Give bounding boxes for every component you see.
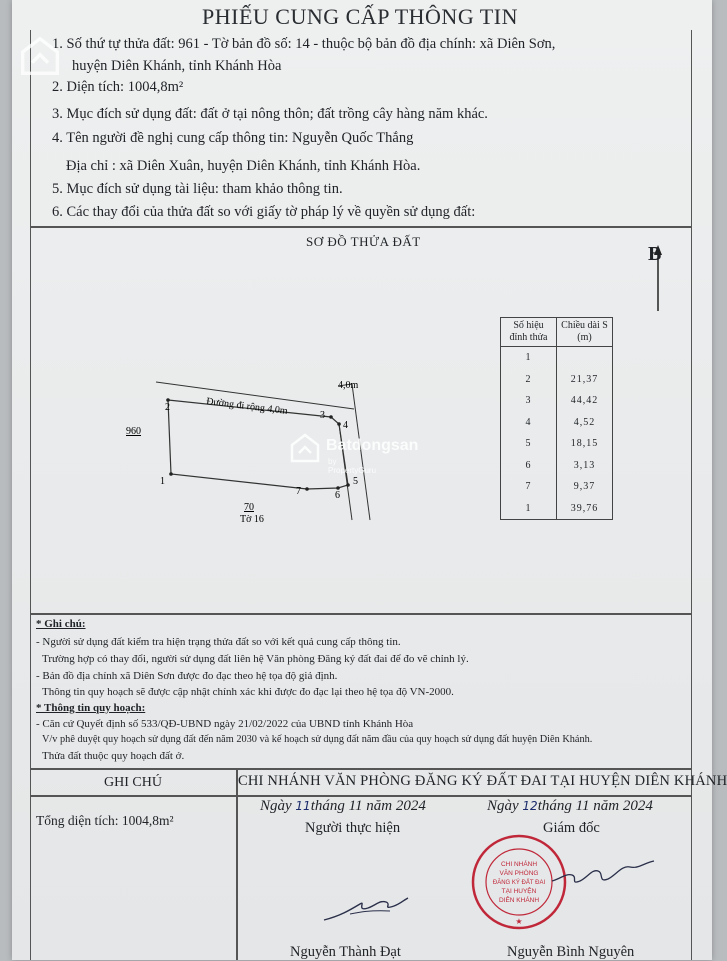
date-right-day: 12 — [522, 799, 538, 813]
info-line-6: 6. Các thay đổi của thửa đất so với giấy tờ pháp lý về quyền sử dụng đất: — [52, 204, 476, 220]
info-line-5: 5. Mục đích sử dụng tài liệu: tham khảo thông tin. — [52, 181, 343, 197]
document-title: PHIẾU CUNG CẤP THÔNG TIN — [202, 4, 518, 29]
road-label: Đường đi rộng 4,0m — [205, 396, 289, 417]
footer-header-line — [30, 795, 692, 797]
row-length: 21,37 — [557, 369, 613, 391]
vertex-5-label: 5 — [353, 476, 358, 487]
footer-branch: CHI NHÁNH VĂN PHÒNG ĐĂNG KÝ ĐẤT ĐAI TẠI HUYỆN DIÊN KHÁNH — [238, 773, 727, 789]
name-right: Nguyễn Bình Nguyên — [507, 944, 635, 960]
row-point: 6 — [501, 455, 557, 477]
planning-1: - Căn cứ Quyết định số 533/QĐ-UBND ngày 21/02/2022 của UBND tỉnh Khánh Hòa — [36, 718, 414, 730]
role-left: Người thực hiện — [305, 820, 401, 836]
info-line-3: 3. Mục đích sử dụng đất: đất ở tại nông thôn; đất trồng cây hàng năm khác. — [52, 106, 488, 122]
table-row — [501, 390, 613, 412]
date-left — [260, 798, 426, 815]
info-line-4b: Địa chỉ : xã Diên Xuân, huyện Diên Khánh, tỉnh Khánh Hòa. — [66, 158, 421, 174]
signature-right — [548, 855, 658, 895]
diagram-title: SƠ ĐỒ THỬA ĐẤT — [306, 234, 421, 249]
date-left-pre: Ngày — [260, 798, 296, 814]
row-length: 44,42 — [557, 390, 613, 412]
vertex-3-dot — [329, 415, 333, 419]
svg-text:TẠI HUYỆN: TẠI HUYỆN — [501, 888, 537, 895]
note-3: - Bản đồ địa chính xã Diên Sơn được đo đạc theo hệ tọa độ giả định. — [36, 670, 338, 682]
footer-ghi-chu: GHI CHÚ — [104, 775, 162, 790]
row-length — [557, 347, 613, 369]
batdongsan-corner-logo-icon — [20, 36, 60, 76]
info-line-1b: huyện Diên Khánh, tỉnh Khánh Hòa — [72, 58, 282, 74]
role-right: Giám đốc — [543, 820, 600, 836]
row-length: 4,52 — [557, 412, 613, 434]
table-header-length: Chiều dài S (m) — [557, 318, 613, 347]
vertex-7-label: 7 — [296, 486, 301, 497]
date-left-post: tháng 11 năm 2024 — [310, 798, 426, 814]
row-point: 2 — [501, 369, 557, 391]
table-row — [501, 347, 613, 369]
date-left-day: 11 — [295, 799, 311, 813]
section-divider — [30, 226, 692, 228]
diagram-divider — [30, 613, 692, 615]
vertex-3-label: 3 — [320, 410, 325, 421]
vertex-6-label: 6 — [335, 490, 340, 501]
svg-text:CHI NHÁNH: CHI NHÁNH — [500, 861, 538, 868]
planning-2: V/v phê duyệt quy hoạch sử dụng đất đến năm 2030 và kế hoạch sử dụng đất năm đầu của quy hoạch sử dụng đất huyện Diên Khánh. — [42, 734, 593, 745]
table-row — [501, 412, 613, 434]
batdongsan-logo-icon — [290, 433, 320, 463]
date-right-post: tháng 11 năm 2024 — [537, 798, 653, 814]
footer-top-line — [30, 768, 692, 770]
vertex-4-label: 4 — [343, 420, 348, 431]
info-line-1: 1. Số thứ tự thửa đất: 961 - Tờ bản đồ số: 14 - thuộc bộ bản đồ địa chính: xã Diên Sơn, — [52, 36, 556, 52]
info-line-4: 4. Tên người đề nghị cung cấp thông tin: Nguyễn Quốc Thắng — [52, 130, 414, 146]
road-width-label: 4,0m — [338, 380, 359, 391]
name-left: Nguyễn Thành Đạt — [290, 944, 401, 960]
table-row — [501, 369, 613, 391]
svg-text:DIÊN KHÁNH: DIÊN KHÁNH — [498, 897, 540, 904]
date-right-pre: Ngày — [487, 798, 523, 814]
vertex-2-label: 2 — [165, 402, 170, 413]
row-length: 39,76 — [557, 498, 613, 520]
row-length: 9,37 — [557, 476, 613, 498]
svg-text:ĐĂNG KÝ ĐẤT ĐAI: ĐĂNG KÝ ĐẤT ĐAI — [492, 880, 546, 886]
signature-left — [320, 890, 410, 926]
table-row — [501, 433, 613, 455]
planning-title: * Thông tin quy hoạch: — [36, 702, 146, 714]
table-row — [501, 476, 613, 498]
note-2: Trường hợp có thay đổi, người sử dụng đất liên hệ Văn phòng Đăng ký đất đai để đo vẽ chỉnh lý. — [42, 653, 469, 665]
note-4: Thông tin quy hoạch sẽ được cập nhật chính xác khi được đo đạc lại theo hệ tọa độ VN-2000. — [42, 686, 454, 698]
info-line-2: 2. Diện tích: 1004,8m² — [52, 79, 184, 95]
total-area: Tổng diện tích: 1004,8m² — [36, 813, 174, 828]
row-point: 1 — [501, 498, 557, 520]
notes-title: * Ghi chú: — [36, 618, 86, 630]
row-point: 7 — [501, 476, 557, 498]
row-point: 4 — [501, 412, 557, 434]
svg-text:VĂN PHÒNG: VĂN PHÒNG — [499, 870, 539, 877]
planning-3: Thửa đất thuộc quy hoạch đất ở. — [42, 750, 185, 762]
watermark-sub: by PropertyGuru — [328, 457, 377, 475]
parcel-number: 960 — [126, 426, 141, 437]
footer-divider — [236, 768, 238, 960]
row-point: 3 — [501, 390, 557, 412]
note-1: - Người sử dụng đất kiểm tra hiện trạng thửa đất so với kết quả cung cấp thông tin. — [36, 636, 401, 648]
vertex-5-dot — [346, 483, 350, 487]
watermark-brand: Batdongsan — [326, 437, 419, 454]
date-right — [487, 798, 653, 815]
svg-text:★: ★ — [515, 917, 523, 926]
table-header-point: Số hiệu đỉnh thửa — [501, 318, 557, 347]
vertex-1-dot — [169, 472, 173, 476]
neighbor-number: 70 — [244, 502, 254, 513]
row-length: 18,15 — [557, 433, 613, 455]
vertex-4-dot — [337, 422, 341, 426]
vertex-7-dot — [305, 487, 309, 491]
row-length: 3,13 — [557, 455, 613, 477]
row-point: 1 — [501, 347, 557, 369]
north-label: B — [648, 243, 662, 265]
table-row — [501, 498, 613, 520]
neighbor-sheet: Tờ 16 — [240, 514, 264, 525]
lengths-table — [500, 317, 613, 520]
row-point: 5 — [501, 433, 557, 455]
vertex-1-label: 1 — [160, 476, 165, 487]
table-row — [501, 455, 613, 477]
